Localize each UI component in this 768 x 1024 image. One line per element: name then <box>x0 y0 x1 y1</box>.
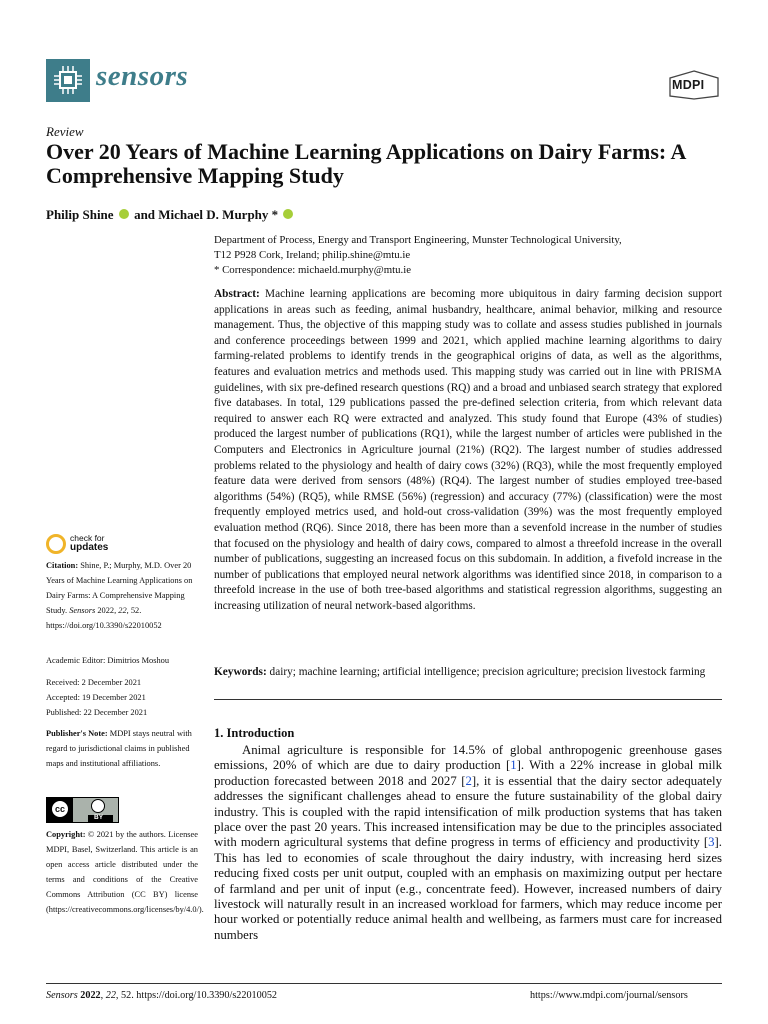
keywords-text: dairy; machine learning; artificial intelligence; precision agriculture; precision livestock farming <box>266 666 706 678</box>
abstract-text: Machine learning applications are becoming more ubiquitous in dairy farming decision support applications in areas such as feeding, animal husbandry, healthcare, animal behavior, milking and resource management. Thus, the objective of this mapping study was to collate and assess studies published in journals and conference proceedings between 1999 and 2021, which applied machine learning algorithms to dairy farming-related problems to identify trends in the geographical origins of data, as well as the algorithms, features and evaluation metrics and methods used. This mapping study was carried out in line with PRISMA guidelines, with six pre-defined research questions (RQ) and a broad and unbiased search strategy that explored five databases. In total, 129 publications passed the pre-defined selection criteria, from which relevant data required to answer each RQ were extracted and analyzed. This study found that Europe (43% of studies) produced the largest number of publications (RQ1), while the largest number of articles were published in the Computers and Electronics in Agriculture journal (21%) (RQ2). The largest number of studies addressed problems related to the physiology and health of dairy cows (32%) (RQ3), while the most frequently employed feature data were derived from sensors (48%) (RQ4). The largest number of studies employed tree-based algorithms (54%) (RQ5), while RMSE (56%) (regression) and accuracy (77%) (classification) were the most frequently employed metrics used, and hold-out cross-validation (39%) was the most frequently employed evaluation method (RQ6). Since 2018, there has been more than a sevenfold increase in the number of studies that focused on the physiology and health of dairy cows, compared to almost a threefold increase in the overall number of publications, suggesting an increased focus on this subdomain. In addition, a fivefold increase in the number of publications that employed neural network algorithms was identified since 2018, in comparison to a threefold increase in the use of both tree-based algorithms and statistical regression algorithms, suggesting an increasing utilization of neural network-based algorithms. <box>214 288 722 612</box>
abstract-label: Abstract: <box>214 288 260 300</box>
orcid-icon[interactable] <box>283 209 293 219</box>
author-separator: and <box>134 207 159 222</box>
updates-label[interactable]: updates <box>70 542 109 553</box>
footer-year: 2022 <box>77 990 101 1001</box>
abstract <box>214 287 722 614</box>
citation-journal: Sensors <box>69 606 96 615</box>
check-for-updates-icon[interactable] <box>46 534 66 554</box>
footer-doi[interactable]: , 52. https://doi.org/10.3390/s22010052 <box>115 990 278 1001</box>
check-for-label[interactable]: check for <box>70 533 105 543</box>
citation-label: Citation: <box>46 561 79 570</box>
publisher-note-label: Publisher's Note: <box>46 729 108 738</box>
intro-text: Animal agriculture is responsible for 14.5% of global anthropogenic greenhouse gases emissions, 20% of which are due to dairy production [ <box>214 743 722 773</box>
intro-text: ]. With a 22% increase in global milk production forecasted between 2018 and 2027 [ <box>214 758 723 788</box>
cc-icon: cc <box>50 799 70 819</box>
footer-journal: Sensors <box>46 990 78 1001</box>
intro-text: ], it is essential that the dairy sector adequately addresses the significant challenges ahead to ensure the future sustainability of the global dairy industry. This is coupled with the rapid intensification of milk production systems that has taken place over the past 20 years. This increased intensification may be due to the principles associated with modern agricultural systems that define progress in terms of efficiency and productivity [ <box>214 773 722 850</box>
citation-doi[interactable]: , 52. https://doi.org/10.3390/s22010052 <box>46 606 162 630</box>
reference-link[interactable]: 2 <box>465 773 472 788</box>
keywords <box>214 665 734 681</box>
orcid-icon[interactable] <box>119 209 129 219</box>
author-name[interactable]: Michael D. Murphy * <box>158 207 279 222</box>
citation-volume: 22 <box>118 606 127 615</box>
citation-block <box>46 558 198 633</box>
footer-volume: 22 <box>105 990 116 1001</box>
accepted-date: Accepted: 19 December 2021 <box>46 693 146 702</box>
author-list <box>46 207 295 223</box>
by-label: BY <box>94 814 104 821</box>
intro-text: ]. This has led to economies of scale throughout the dairy industry, with increasing herd sizes reducing fixed costs per unit output, coupled with an emphasis on maximizing output per hectare of farmland and per unit of input (e.g., concentrate feed). However, increased numbers of dairy livestock will naturally result in an increased workload for farmers, which may reduce income per hour worked or potentially reduce animal health and wellbeing, as farmers must care for increased numbers <box>214 835 722 942</box>
copyright-block <box>46 827 204 917</box>
publisher-name: MDPI <box>672 78 705 92</box>
copyright-label: Copyright: <box>46 830 86 839</box>
affiliation-block <box>214 233 734 278</box>
affiliation-line: T12 P928 Cork, Ireland; philip.shine@mtu.ie <box>214 249 411 261</box>
section-heading: 1. Introduction <box>214 726 295 740</box>
publisher-note-text: MDPI stays neutral with regard to jurisdictional claims in published maps and institutional affiliations. <box>46 729 192 768</box>
journal-name: sensors <box>96 60 189 92</box>
footer-sep: , <box>100 990 106 1001</box>
affiliation-line: Department of Process, Energy and Transport Engineering, Munster Technological University, <box>214 234 622 246</box>
academic-editor: Academic Editor: Dimitrios Moshou <box>46 656 170 665</box>
copyright-text: © 2021 by the authors. Licensee MDPI, Basel, Switzerland. This article is an open access article distributed under the terms and conditions of the Creative Commons Attribution (CC BY) license (https://creativecommons.org/licenses/by/4.0/). <box>46 830 204 914</box>
published-date: Published: 22 December 2021 <box>46 708 148 717</box>
dates-block <box>46 675 198 720</box>
citation-year: 2022, <box>95 606 119 615</box>
citation-text: Shine, P.; Murphy, M.D. Over 20 Years of Machine Learning Applications on Dairy Farms: A Comprehensive Mapping Study. <box>46 561 193 615</box>
correspondence-line: * Correspondence: michaeld.murphy@mtu.ie <box>214 264 412 276</box>
keywords-label: Keywords: <box>214 666 267 678</box>
article-title: Over 20 Years of Machine Learning Applications on Dairy Farms: A Comprehensive Mapping Study <box>46 139 686 188</box>
attribution-icon <box>91 799 105 813</box>
divider <box>214 699 722 700</box>
introduction-paragraph <box>214 743 722 943</box>
footer-citation <box>46 990 277 1001</box>
article-type: Review <box>46 124 84 139</box>
journal-logo-icon <box>46 59 90 102</box>
footer-journal-url[interactable]: https://www.mdpi.com/journal/sensors <box>530 990 688 1001</box>
footer-divider <box>46 983 722 984</box>
reference-link[interactable]: 3 <box>708 835 715 850</box>
author-name[interactable]: Philip Shine <box>46 207 114 222</box>
reference-link[interactable]: 1 <box>510 758 517 773</box>
publisher-note <box>46 726 198 771</box>
received-date: Received: 2 December 2021 <box>46 678 142 687</box>
